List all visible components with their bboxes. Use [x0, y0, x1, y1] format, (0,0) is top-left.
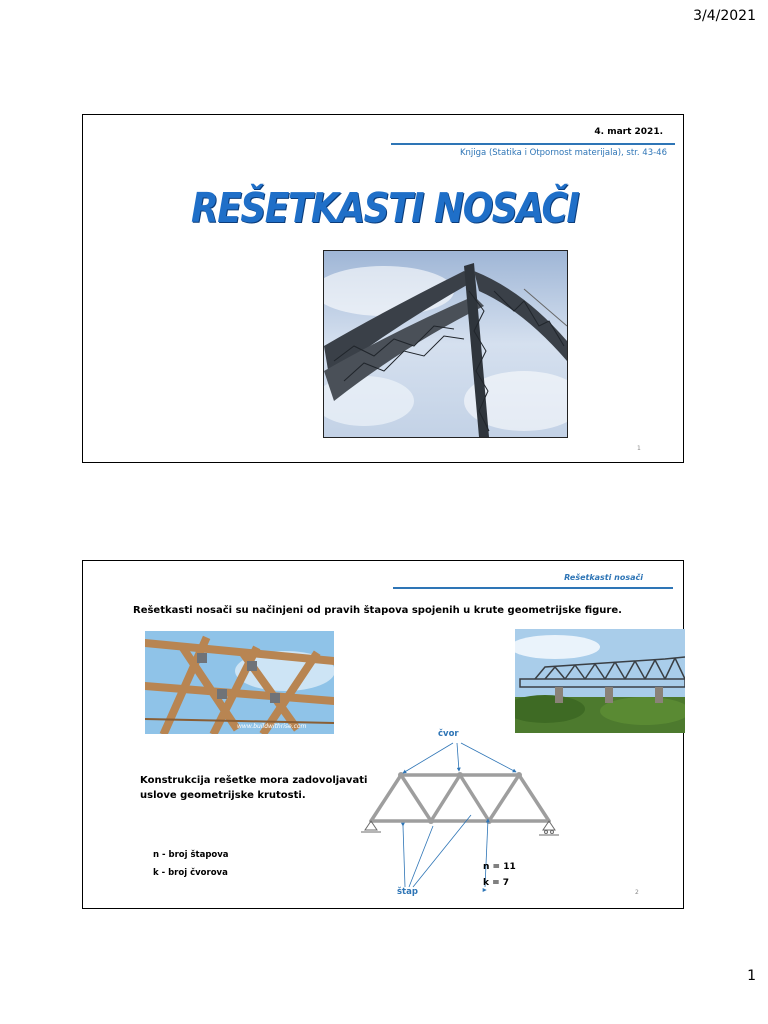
photo-watermark: www.buildwithrise.com: [237, 723, 307, 730]
header-divider: [391, 143, 675, 145]
page-number: 1: [747, 968, 756, 984]
wooden-truss-photo: [145, 631, 334, 734]
support-right: [539, 821, 559, 835]
slide-2: [82, 560, 684, 909]
page-date: 3/4/2021: [693, 8, 756, 24]
intro-text: Rešetkasti nosači su načinjeni od pravih štapova spojenih u krute geometrijske figure.: [133, 605, 622, 616]
k-value: k = 7: [483, 878, 510, 888]
truss-bridge-photo: [515, 629, 685, 733]
k-definition: k - broj čvorova: [153, 868, 228, 878]
slide-header: Rešetkasti nosači: [564, 573, 643, 582]
condition-text: Konstrukcija rešetke mora zadovoljavati uslove geometrijske krutosti.: [140, 775, 368, 801]
slide-date: 4. mart 2021.: [594, 127, 663, 137]
slide-title: REŠETKASTI NOSAČI: [191, 185, 579, 233]
header-divider: [393, 587, 673, 589]
slide-number: 2: [635, 889, 639, 896]
node-label: čvor: [438, 729, 459, 739]
book-reference: Knjiga (Statika i Otpornost materijala), str. 43-46: [459, 148, 667, 158]
slide-1: [82, 114, 684, 463]
truss-tower-photo: [323, 250, 568, 438]
slide-number: 1: [637, 445, 641, 452]
bar-label: štap: [397, 887, 418, 897]
bar-arrows: [383, 811, 493, 891]
n-definition: n - broj štapova: [153, 850, 229, 860]
n-value: n = 11: [483, 862, 516, 872]
